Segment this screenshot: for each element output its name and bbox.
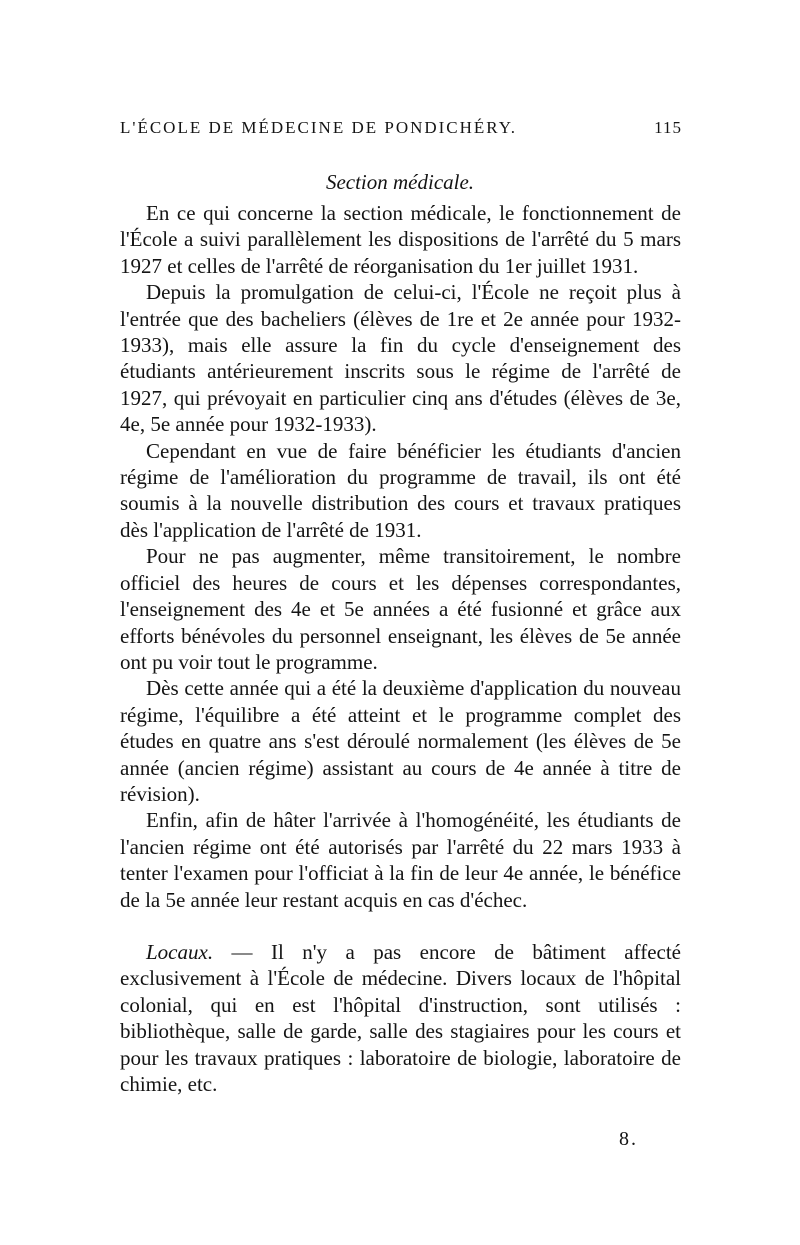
paragraph-5: Dès cette année qui a été la deuxième d'application du nouveau régime, l'équilibre a été atteint et le programme complet des études en quatre ans s'est déroulé normalement (les élèves de 5e année (ancien régime) assistant au cours de 4e année à titre de révision). [120, 676, 681, 806]
paragraph-6: Enfin, afin de hâter l'arrivée à l'homogénéité, les étudiants de l'ancien régime ont été autorisés par l'arrêté du 22 mars 1933 à tenter l'examen pour l'officiat à la fin de leur 4e année, le bénéfice de la 5e année leur restant acquis en cas d'échec. [120, 808, 681, 912]
paragraph-4: Pour ne pas augmenter, même transitoirement, le nombre officiel des heures de cours et les dépenses correspondantes, l'enseignement des 4e et 5e années a été fusionné et grâce aux efforts bénévoles du personnel enseignant, les élèves de 5e année ont pu voir tout le programme. [120, 544, 681, 674]
paragraph-1: En ce qui concerne la section médicale, le fonctionnement de l'École a suivi parallèlement les dispositions de l'arrêté du 5 mars 1927 et celles de l'arrêté de réorganisation du 1er juillet 1931. [120, 201, 681, 278]
locaux-label: Locaux. [146, 939, 214, 964]
paragraph-3: Cependant en vue de faire bénéficier les étudiants d'ancien régime de l'amélioration du programme de travail, ils ont été soumis à la nouvelle distribution des cours et travaux pratiques dès l'application de l'arrêté de 1931. [120, 438, 681, 542]
page-number: 115 [654, 118, 682, 137]
signature-mark: 8. [619, 1128, 638, 1150]
section-title: Section médicale. [325, 170, 475, 194]
locaux-text: — Il n'y a pas encore de bâtiment affecté exclusivement à l'École de médecine. Divers locaux de l'hôpital colonial, qui en est l'hôpital d'instruction, sont utilisés : bibliothèque, salle de garde, salle des stagiaires pour les cours et pour les travaux pratiques : laboratoire de biologie, laboratoire de chimie, etc. [120, 939, 681, 1096]
body-text [120, 200, 681, 1097]
locaux-paragraph [120, 939, 681, 1097]
paragraph-2: Depuis la promulgation de celui-ci, l'École ne reçoit plus à l'entrée que des bacheliers (élèves de 1re et 2e année pour 1932-1933), mais elle assure la fin du cycle d'enseignement des étudiants antérieurement inscrits sous le régime de l'arrêté de 1927, qui prévoyait en particulier cinq ans d'études (élèves de 3e, 4e, 5e année pour 1932-1933). [120, 280, 681, 437]
running-head [120, 118, 682, 138]
running-title: L'ÉCOLE DE MÉDECINE DE PONDICHÉRY. [120, 118, 518, 137]
